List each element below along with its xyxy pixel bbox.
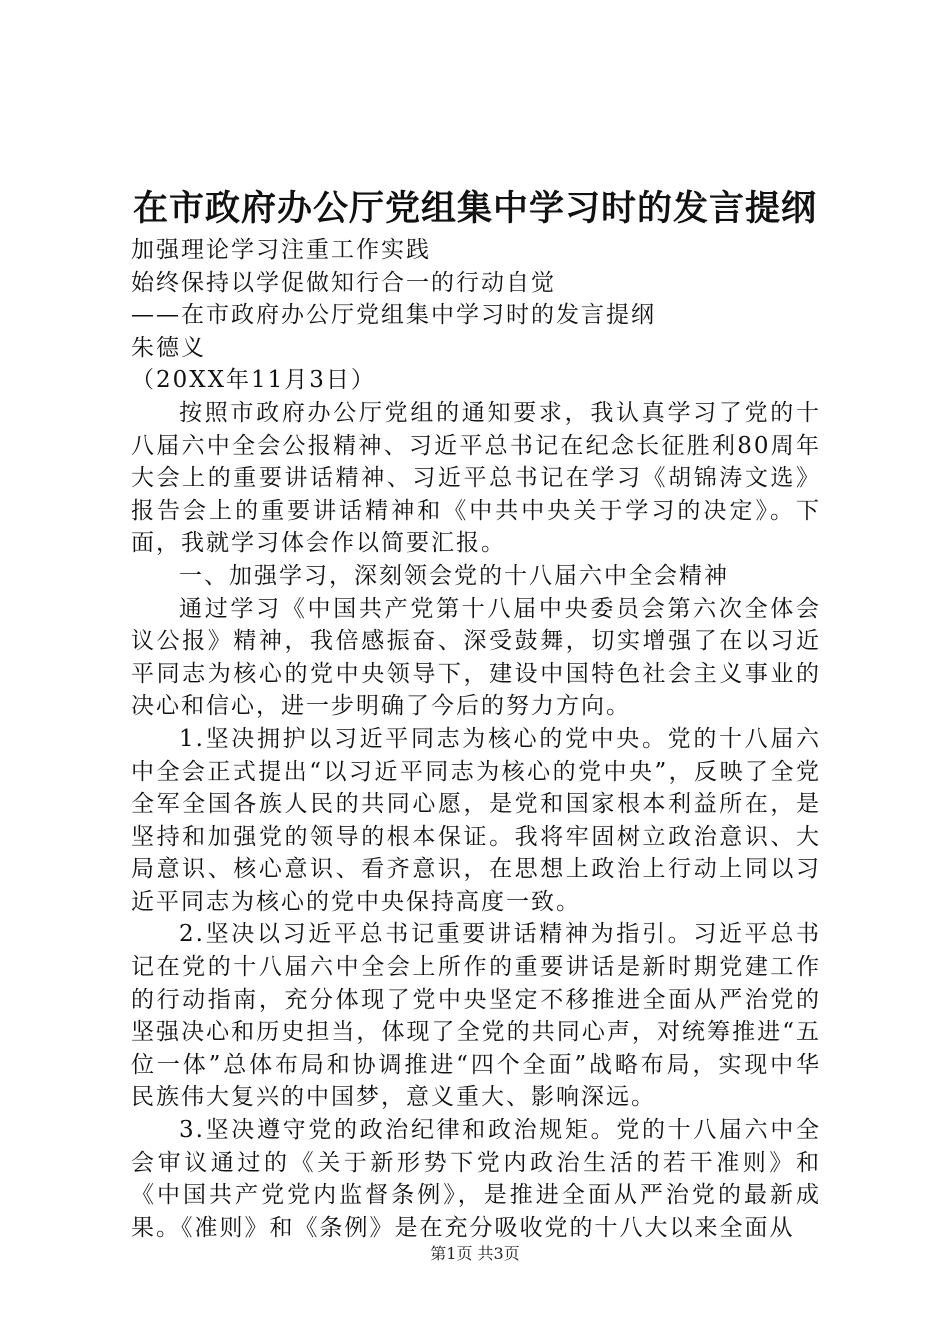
paragraph-intro: 按照市政府办公厅党组的通知要求，我认真学习了党的十八届六中全会公报精神、习近平总书记在纪念长征胜利80周年大会上的重要讲话精神、习近平总书记在学习《胡锦涛文选》报告会上的重要讲话精神和《中共中央关于学习的决定》。下面，我就学习体会作以简要汇报。 — [131, 399, 821, 557]
subtitle-line-3: ——在市政府办公厅党组集中学习时的发言提纲 — [131, 302, 656, 329]
document-title: 在市政府办公厅党组集中学习时的发言提纲 — [132, 188, 817, 229]
document-body — [131, 234, 821, 1244]
section-heading-1: 一、加强学习，深刻领会党的十八届六中全会精神 — [179, 562, 729, 589]
paragraph-section-1: 通过学习《中国共产党第十八届中央委员会第六次全体会议公报》精神，我倍感振奋、深受鼓舞，切实增强了在以习近平同志为核心的党中央领导下，建设中国特色社会主义事业的决心和信心，进一步明确了今后的努力方向。 — [131, 595, 821, 720]
paragraph-point-2: 2.坚决以习近平总书记重要讲话精神为指引。习近平总书记在党的十八届六中全会上所作的重要讲话是新时期党建工作的行动指南，充分体现了党中央坚定不移推进全面从严治党的坚强决心和历史担当，体现了全党的共同心声，对统筹推进“五位一体”总体布局和协调推进“四个全面”战略布局，实现中华民族伟大复兴的中国梦，意义重大、影响深远。 — [131, 921, 821, 1111]
document-date: （20XX年11月3日） — [131, 367, 376, 394]
paragraph-point-1: 1.坚决拥护以习近平同志为核心的党中央。党的十八届六中全会正式提出“以习近平同志为核心的党中央”，反映了全党全军全国各族人民的共同心愿，是党和国家根本利益所在，是坚持和加强党的领导的根本保证。我将牢固树立政治意识、大局意识、核心意识、看齐意识，在思想上政治上行动上同以习近平同志为核心的党中央保持高度一致。 — [131, 725, 821, 915]
paragraph-point-3: 3.坚决遵守党的政治纪律和政治规矩。党的十八届六中全会审议通过的《关于新形势下党内政治生活的若干准则》和《中国共产党党内监督条例》，是推进全面从严治党的最新成果。《准则》和《条例》是在充分吸收党的十八大以来全面从 — [131, 1117, 821, 1241]
page-number-footer: 第1页 共3页 — [430, 1244, 520, 1263]
subtitle-line-1: 加强理论学习注重工作实践 — [131, 237, 431, 263]
author-name: 朱德义 — [131, 334, 206, 361]
subtitle-line-2: 始终保持以学促做知行合一的行动自觉 — [131, 269, 556, 296]
